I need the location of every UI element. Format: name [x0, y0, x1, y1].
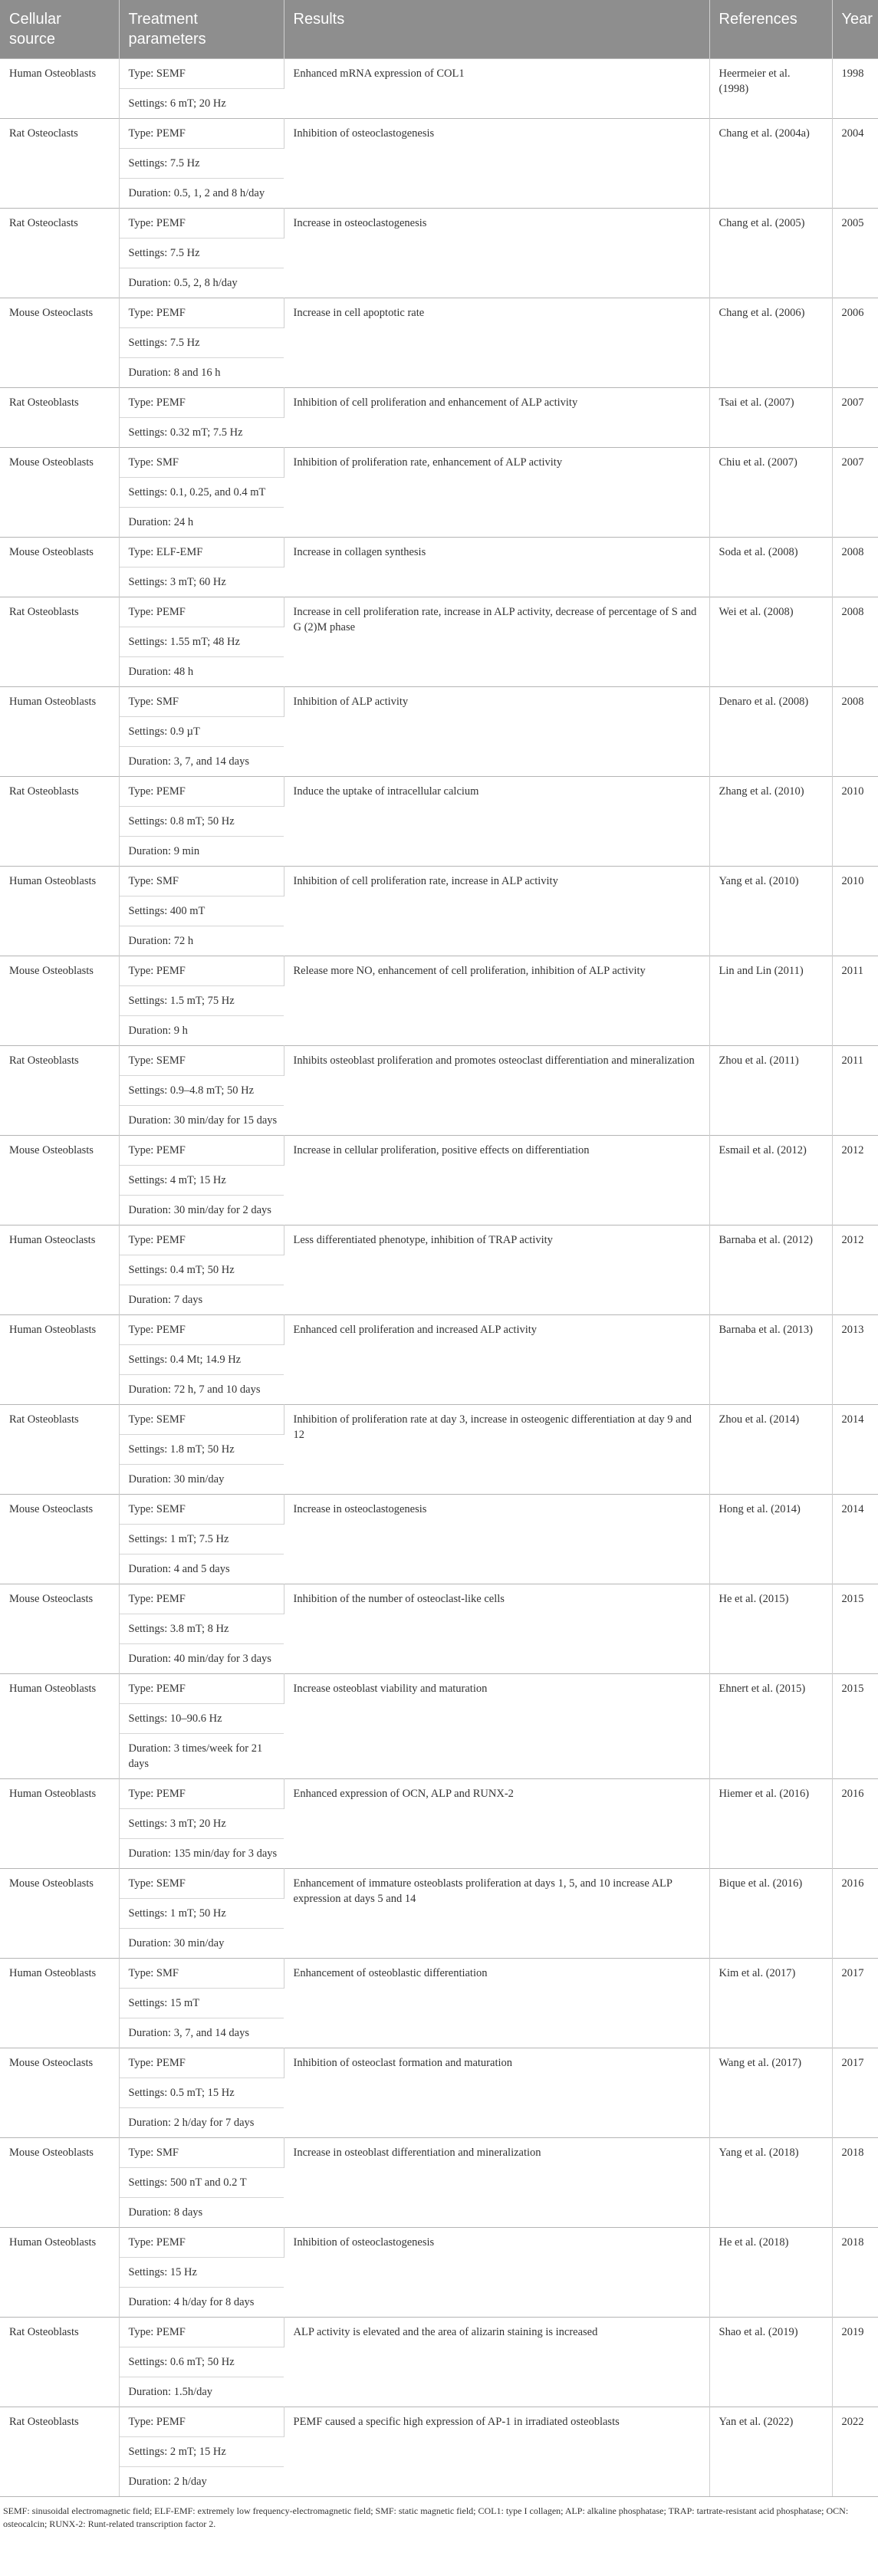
cellular-source-cell: Mouse Osteoblasts [0, 1136, 119, 1225]
results-cell: Inhibits osteoblast proliferation and promotes osteoclast differentiation and mineralization [284, 1046, 709, 1136]
results-cell: Increase in osteoclastogenesis [284, 209, 709, 298]
treatment-parameter-cell: Settings: 1 mT; 50 Hz [128, 1907, 226, 1920]
year-cell: 2007 [841, 456, 864, 469]
table-row [0, 2138, 878, 2168]
table-row [0, 1674, 878, 1704]
cellular-source-cell: Mouse Osteoclasts [0, 2048, 119, 2138]
results-cell: Enhancement of osteoblastic differentiation [284, 1959, 709, 2048]
reference-cell: Yang et al. (2010) [709, 867, 832, 956]
cellular-source-cell: Human Osteoblasts [0, 59, 119, 119]
cellular-source-cell: Human Osteoblasts [0, 1315, 119, 1405]
treatment-parameter-cell: Type: PEMF [119, 2228, 284, 2258]
table-row [0, 388, 878, 418]
treatment-parameter-cell: Duration: 30 min/day for 2 days [128, 1204, 271, 1216]
year-cell: 2014 [841, 1413, 864, 1426]
year-cell: 2014 [841, 1503, 864, 1515]
year-cell: 2008 [841, 696, 864, 708]
year-cell: 2017 [841, 1967, 864, 1979]
year-cell: 2016 [841, 1877, 864, 1890]
treatment-parameter-cell: Settings: 1 mT; 7.5 Hz [128, 1533, 229, 1545]
cellular-source-cell: Human Osteoclasts [0, 1225, 119, 1315]
cellular-source-cell: Mouse Osteoblasts [0, 1869, 119, 1959]
cellular-source-cell: Rat Osteoblasts [0, 1405, 119, 1495]
treatment-parameter-cell: Settings: 7.5 Hz [128, 157, 200, 169]
results-cell: Enhanced expression of OCN, ALP and RUNX-2 [284, 1779, 709, 1869]
results-cell: Increase in cell proliferation rate, increase in ALP activity, decrease of percentage of S and G (2)M phase [284, 597, 709, 687]
year-cell: 2018 [841, 2236, 864, 2249]
table-row [0, 1779, 878, 1809]
results-cell: Enhanced mRNA expression of COL1 [284, 59, 709, 119]
treatment-parameter-cell: Duration: 0.5, 2, 8 h/day [128, 277, 238, 289]
results-cell: Inhibition of proliferation rate at day 3, increase in osteogenic differentiation at day 9 and 12 [284, 1405, 709, 1495]
table-row [0, 867, 878, 897]
treatment-parameter-cell: Settings: 1.55 mT; 48 Hz [128, 636, 240, 648]
year-cell: 2010 [841, 875, 864, 887]
treatment-parameter-cell: Settings: 500 nT and 0.2 T [128, 2176, 247, 2189]
year-cell: 2015 [841, 1593, 864, 1605]
table-row [0, 209, 878, 239]
table-row [0, 2318, 878, 2347]
results-cell: Release more NO, enhancement of cell proliferation, inhibition of ALP activity [284, 956, 709, 1046]
cellular-source-cell: Rat Osteoclasts [0, 209, 119, 298]
year-cell: 2012 [841, 1144, 864, 1156]
treatment-parameter-cell: Settings: 0.6 mT; 50 Hz [128, 2356, 235, 2368]
results-cell: Inhibition of cell proliferation rate, increase in ALP activity [284, 867, 709, 956]
cellular-source-cell: Rat Osteoblasts [0, 2407, 119, 2497]
treatment-parameter-cell: Settings: 7.5 Hz [128, 337, 200, 349]
results-cell: Inhibition of osteoclastogenesis [284, 119, 709, 209]
treatment-parameter-cell: Type: SEMF [119, 1495, 284, 1525]
reference-cell: Barnaba et al. (2012) [709, 1225, 832, 1315]
table-body [0, 59, 878, 2497]
table-row [0, 59, 878, 89]
treatment-parameter-cell: Settings: 0.4 Mt; 14.9 Hz [128, 1354, 242, 1366]
cellular-source-cell: Rat Osteoblasts [0, 388, 119, 448]
treatment-parameter-cell: Duration: 3 times/week for 21 days [128, 1742, 263, 1770]
treatment-parameter-cell: Settings: 15 mT [128, 1997, 200, 2009]
treatment-parameter-cell: Settings: 3 mT; 60 Hz [128, 576, 226, 588]
treatment-parameter-cell: Duration: 72 h, 7 and 10 days [128, 1383, 261, 1396]
cellular-source-cell: Rat Osteoclasts [0, 119, 119, 209]
treatment-parameter-cell: Type: PEMF [119, 1225, 284, 1255]
table-row [0, 597, 878, 627]
table-row [0, 119, 878, 149]
table-row [0, 1584, 878, 1614]
treatment-parameter-cell: Settings: 0.9–4.8 mT; 50 Hz [128, 1084, 255, 1097]
table-footnote: SEMF: sinusoidal electromagnetic field; ELF-EMF: extremely low frequency-electromagnetic field; SMF: static magnetic field; COL1: type I collagen; ALP: alkaline phosphatase; TRAP: tartrate-resistant acid phosphatase; OCN: osteocalcin; RUNX-2: Runt-related transcription factor 2. [0, 2496, 878, 2531]
table-row [0, 1315, 878, 1345]
treatment-parameter-cell: Duration: 1.5h/day [128, 2386, 213, 2398]
reference-cell: Tsai et al. (2007) [709, 388, 832, 448]
treatment-parameter-cell: Duration: 30 min/day [128, 1937, 225, 1949]
table-row [0, 448, 878, 478]
reference-cell: Chang et al. (2005) [709, 209, 832, 298]
reference-cell: Hong et al. (2014) [709, 1495, 832, 1584]
results-cell: Induce the uptake of intracellular calcium [284, 777, 709, 867]
treatment-parameter-cell: Type: ELF-EMF [119, 538, 284, 568]
treatment-parameter-cell: Type: SEMF [119, 1405, 284, 1435]
treatment-parameter-cell: Duration: 30 min/day for 15 days [128, 1114, 278, 1127]
cellular-source-cell: Mouse Osteoclasts [0, 298, 119, 388]
treatment-parameter-cell: Duration: 3, 7, and 14 days [128, 2027, 249, 2039]
reference-cell: Barnaba et al. (2013) [709, 1315, 832, 1405]
reference-cell: Kim et al. (2017) [709, 1959, 832, 2048]
treatment-parameter-cell: Settings: 7.5 Hz [128, 247, 200, 259]
year-cell: 2007 [841, 396, 864, 409]
treatment-parameter-cell: Duration: 72 h [128, 935, 194, 947]
treatment-parameter-cell: Type: PEMF [119, 209, 284, 239]
treatment-parameter-cell: Settings: 0.5 mT; 15 Hz [128, 2087, 235, 2099]
treatment-parameter-cell: Type: PEMF [119, 1136, 284, 1166]
treatment-parameter-cell: Duration: 2 h/day for 7 days [128, 2117, 255, 2129]
reference-cell: Zhou et al. (2011) [709, 1046, 832, 1136]
treatment-parameter-cell: Type: PEMF [119, 1315, 284, 1345]
treatment-parameter-cell: Duration: 30 min/day [128, 1473, 225, 1485]
reference-cell: Esmail et al. (2012) [709, 1136, 832, 1225]
year-cell: 2022 [841, 2416, 864, 2428]
reference-cell: Wang et al. (2017) [709, 2048, 832, 2138]
table-row [0, 298, 878, 328]
reference-cell: Bique et al. (2016) [709, 1869, 832, 1959]
reference-cell: Chang et al. (2006) [709, 298, 832, 388]
table-row [0, 2048, 878, 2078]
table-row [0, 1495, 878, 1525]
cellular-source-cell: Rat Osteoblasts [0, 597, 119, 687]
cellular-source-cell: Human Osteoblasts [0, 1959, 119, 2048]
treatment-parameter-cell: Settings: 4 mT; 15 Hz [128, 1174, 226, 1186]
year-cell: 2004 [841, 127, 864, 140]
treatment-parameter-cell: Type: SEMF [119, 59, 284, 89]
treatment-parameter-cell: Type: PEMF [119, 388, 284, 418]
table-row [0, 1136, 878, 1166]
reference-cell: Yan et al. (2022) [709, 2407, 832, 2497]
cellular-source-cell: Human Osteoblasts [0, 867, 119, 956]
year-cell: 2011 [841, 1054, 863, 1067]
cellular-source-cell: Mouse Osteoclasts [0, 1495, 119, 1584]
cellular-source-cell: Rat Osteoblasts [0, 777, 119, 867]
header-year: Year [832, 0, 878, 59]
treatment-parameter-cell: Type: PEMF [119, 119, 284, 149]
treatment-parameter-cell: Type: PEMF [119, 1584, 284, 1614]
cellular-source-cell: Human Osteoblasts [0, 1779, 119, 1869]
treatment-parameter-cell: Type: PEMF [119, 777, 284, 807]
treatment-parameter-cell: Duration: 8 and 16 h [128, 367, 221, 379]
treatment-parameter-cell: Settings: 0.32 mT; 7.5 Hz [128, 426, 243, 439]
year-cell: 2008 [841, 546, 864, 558]
treatment-parameter-cell: Settings: 10–90.6 Hz [128, 1712, 222, 1725]
header-row [0, 0, 878, 59]
treatment-parameter-cell: Type: SEMF [119, 1046, 284, 1076]
cellular-source-cell: Human Osteoblasts [0, 2228, 119, 2318]
treatment-parameter-cell: Type: PEMF [119, 298, 284, 328]
year-cell: 2006 [841, 307, 864, 319]
year-cell: 1998 [841, 67, 864, 80]
results-cell: Increase in osteoclastogenesis [284, 1495, 709, 1584]
year-cell: 2016 [841, 1788, 864, 1800]
results-cell: Increase in cellular proliferation, positive effects on differentiation [284, 1136, 709, 1225]
year-cell: 2015 [841, 1683, 864, 1695]
cellular-source-cell: Rat Osteoblasts [0, 1046, 119, 1136]
results-cell: Inhibition of ALP activity [284, 687, 709, 777]
cellular-source-cell: Mouse Osteoblasts [0, 448, 119, 538]
treatment-parameter-cell: Type: PEMF [119, 1674, 284, 1704]
treatment-parameter-cell: Settings: 400 mT [128, 905, 206, 917]
results-cell: Increase osteoblast viability and maturation [284, 1674, 709, 1779]
results-cell: Increase in collagen synthesis [284, 538, 709, 597]
treatment-parameter-cell: Settings: 0.4 mT; 50 Hz [128, 1264, 235, 1276]
year-cell: 2011 [841, 965, 863, 977]
results-cell: ALP activity is elevated and the area of alizarin staining is increased [284, 2318, 709, 2407]
reference-cell: Lin and Lin (2011) [709, 956, 832, 1046]
header-treatment-parameters: Treatment parameters [119, 0, 284, 59]
table-row [0, 687, 878, 717]
treatment-parameter-cell: Type: SEMF [119, 1869, 284, 1899]
cellular-source-cell: Mouse Osteoclasts [0, 1584, 119, 1674]
header-cellular-source: Cellular source [0, 0, 119, 59]
treatment-parameter-cell: Type: SMF [119, 2138, 284, 2168]
table-row [0, 1959, 878, 1989]
cellular-source-cell: Human Osteoblasts [0, 687, 119, 777]
treatment-parameter-cell: Settings: 3 mT; 20 Hz [128, 1818, 226, 1830]
reference-cell: Chiu et al. (2007) [709, 448, 832, 538]
treatment-parameter-cell: Duration: 4 h/day for 8 days [128, 2296, 255, 2308]
results-cell: Inhibition of osteoclast formation and maturation [284, 2048, 709, 2138]
cellular-source-cell: Human Osteoblasts [0, 1674, 119, 1779]
year-cell: 2012 [841, 1234, 864, 1246]
results-cell: Inhibition of cell proliferation and enhancement of ALP activity [284, 388, 709, 448]
treatment-parameter-cell: Settings: 2 mT; 15 Hz [128, 2446, 226, 2458]
year-cell: 2013 [841, 1324, 864, 1336]
table-row [0, 1225, 878, 1255]
year-cell: 2010 [841, 785, 864, 798]
results-cell: Increase in osteoblast differentiation and mineralization [284, 2138, 709, 2228]
treatment-parameter-cell: Settings: 3.8 mT; 8 Hz [128, 1623, 229, 1635]
results-cell: Inhibition of proliferation rate, enhancement of ALP activity [284, 448, 709, 538]
reference-cell: Shao et al. (2019) [709, 2318, 832, 2407]
treatment-parameter-cell: Settings: 1.5 mT; 75 Hz [128, 995, 235, 1007]
treatment-parameter-cell: Duration: 9 h [128, 1025, 188, 1037]
table-row [0, 1046, 878, 1076]
table-row [0, 2407, 878, 2437]
results-cell: Enhanced cell proliferation and increased ALP activity [284, 1315, 709, 1405]
treatment-parameter-cell: Settings: 6 mT; 20 Hz [128, 97, 226, 110]
treatment-parameter-cell: Type: PEMF [119, 2048, 284, 2078]
reference-cell: Heermeier et al. (1998) [709, 59, 832, 119]
table-row [0, 538, 878, 568]
treatment-parameter-cell: Settings: 0.9 µT [128, 725, 200, 738]
reference-cell: Chang et al. (2004a) [709, 119, 832, 209]
treatment-parameter-cell: Duration: 8 days [128, 2206, 203, 2219]
treatment-parameter-cell: Duration: 48 h [128, 666, 194, 678]
table-row [0, 2228, 878, 2258]
treatment-parameter-cell: Type: SMF [119, 867, 284, 897]
reference-cell: Zhou et al. (2014) [709, 1405, 832, 1495]
table-row [0, 1869, 878, 1899]
treatment-parameter-cell: Type: SMF [119, 1959, 284, 1989]
header-results: Results [284, 0, 709, 59]
table-row [0, 956, 878, 986]
reference-cell: He et al. (2015) [709, 1584, 832, 1674]
treatment-parameter-cell: Settings: 15 Hz [128, 2266, 197, 2278]
results-cell: Enhancement of immature osteoblasts proliferation at days 1, 5, and 10 increase ALP expression at days 5 and 14 [284, 1869, 709, 1959]
treatment-parameter-cell: Duration: 40 min/day for 3 days [128, 1653, 271, 1665]
treatment-parameter-cell: Duration: 0.5, 1, 2 and 8 h/day [128, 187, 265, 199]
results-cell: PEMF caused a specific high expression of AP-1 in irradiated osteoblasts [284, 2407, 709, 2497]
treatment-parameter-cell: Type: PEMF [119, 2318, 284, 2347]
treatment-parameter-cell: Duration: 24 h [128, 516, 194, 528]
reference-cell: Wei et al. (2008) [709, 597, 832, 687]
results-cell: Less differentiated phenotype, inhibition of TRAP activity [284, 1225, 709, 1315]
results-cell: Inhibition of osteoclastogenesis [284, 2228, 709, 2318]
year-cell: 2017 [841, 2057, 864, 2069]
reference-cell: Soda et al. (2008) [709, 538, 832, 597]
treatment-parameter-cell: Settings: 0.1, 0.25, and 0.4 mT [128, 486, 266, 498]
treatment-parameter-cell: Type: PEMF [119, 2407, 284, 2437]
results-cell: Increase in cell apoptotic rate [284, 298, 709, 388]
cellular-source-cell: Mouse Osteoblasts [0, 2138, 119, 2228]
reference-cell: Hiemer et al. (2016) [709, 1779, 832, 1869]
treatment-parameter-cell: Type: PEMF [119, 1779, 284, 1809]
year-cell: 2005 [841, 217, 864, 229]
year-cell: 2018 [841, 2147, 864, 2159]
treatment-parameter-cell: Type: PEMF [119, 956, 284, 986]
treatment-parameter-cell: Duration: 7 days [128, 1294, 203, 1306]
cellular-source-cell: Mouse Osteoblasts [0, 538, 119, 597]
treatment-parameter-cell: Type: SMF [119, 687, 284, 717]
reference-cell: He et al. (2018) [709, 2228, 832, 2318]
year-cell: 2008 [841, 606, 864, 618]
header-references: References [709, 0, 832, 59]
treatment-parameter-cell: Duration: 2 h/day [128, 2476, 207, 2488]
treatment-parameter-cell: Duration: 4 and 5 days [128, 1563, 230, 1575]
treatment-parameter-cell: Duration: 9 min [128, 845, 200, 857]
treatment-parameter-cell: Duration: 3, 7, and 14 days [128, 755, 249, 768]
year-cell: 2019 [841, 2326, 864, 2338]
treatment-parameter-cell: Settings: 1.8 mT; 50 Hz [128, 1443, 235, 1456]
treatment-parameter-cell: Type: PEMF [119, 597, 284, 627]
reference-cell: Yang et al. (2018) [709, 2138, 832, 2228]
cellular-source-cell: Mouse Osteoblasts [0, 956, 119, 1046]
reference-cell: Ehnert et al. (2015) [709, 1674, 832, 1779]
reference-cell: Zhang et al. (2010) [709, 777, 832, 867]
reference-cell: Denaro et al. (2008) [709, 687, 832, 777]
treatment-parameter-cell: Settings: 0.8 mT; 50 Hz [128, 815, 235, 827]
table-row [0, 1405, 878, 1435]
treatment-parameter-cell: Type: SMF [119, 448, 284, 478]
cellular-source-cell: Rat Osteoblasts [0, 2318, 119, 2407]
treatment-parameter-cell: Duration: 135 min/day for 3 days [128, 1847, 278, 1860]
table-row [0, 777, 878, 807]
results-cell: Inhibition of the number of osteoclast-like cells [284, 1584, 709, 1674]
